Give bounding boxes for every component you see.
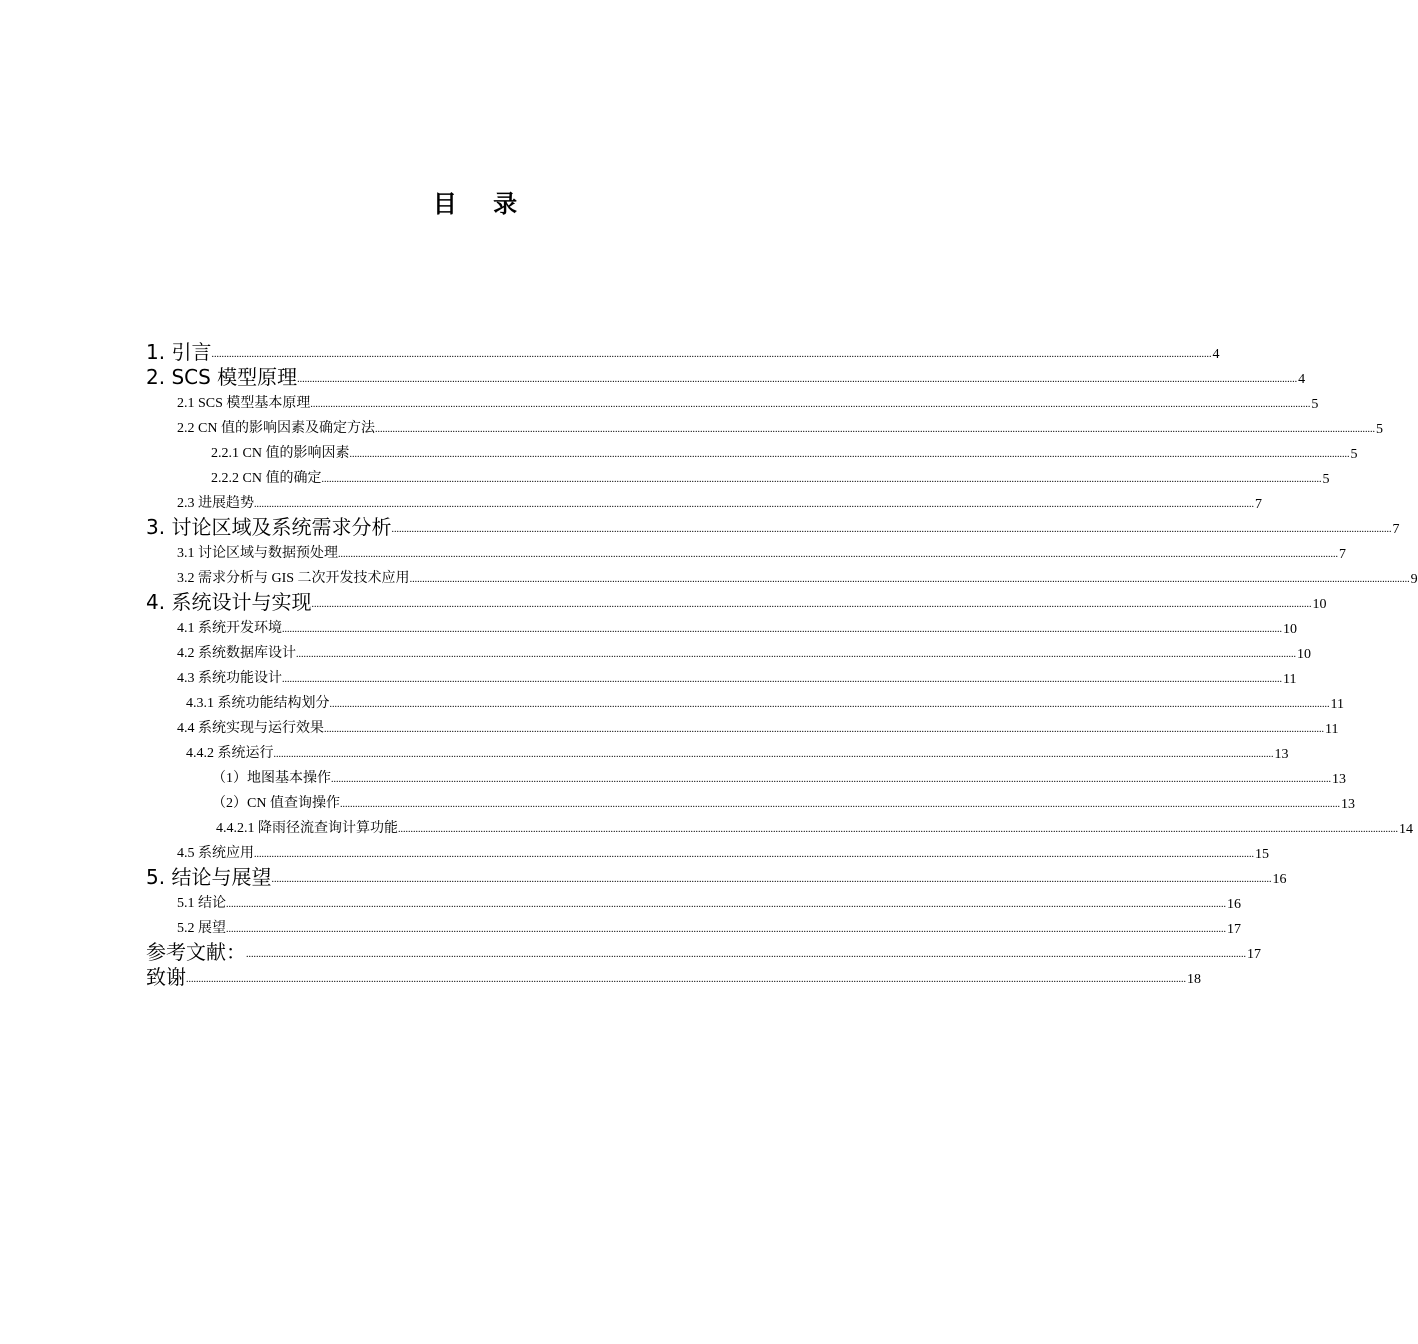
- toc-entry[interactable]: [146, 688, 1344, 713]
- toc-entry[interactable]: [146, 763, 1346, 788]
- toc-entry-label: 参考文献：: [146, 940, 246, 964]
- toc-leader-dots: ................................................................................................................................................................................................................................................................................................................................................................................................................: [254, 849, 1254, 860]
- toc-entry-page-number: 13: [1332, 772, 1346, 787]
- toc-entry-page-number: 7: [1255, 497, 1262, 512]
- toc-entry-page-number: 4: [1298, 372, 1306, 387]
- toc-leader-dots: ................................................................................................................................................................................................................................................................................................................................................................................................................: [226, 899, 1226, 910]
- toc-entry-label: 2.1 SCS 模型基本原理: [177, 396, 311, 411]
- toc-entry[interactable]: [146, 413, 1383, 438]
- toc-entry-page-number: 10: [1312, 597, 1327, 612]
- toc-entry-page-number: 5: [1375, 422, 1383, 437]
- toc-leader-dots: ................................................................................................................................................................................................................................................................................................................................................................................................................: [271, 874, 1272, 885]
- toc-entry-label: 4.5 系统应用: [177, 846, 254, 861]
- toc-entry-page-number: 5: [1311, 397, 1319, 412]
- toc-leader-dots: ................................................................................................................................................................................................................................................................................................................................................................................................................: [226, 924, 1226, 935]
- toc-entry-page-number: 13: [1340, 797, 1355, 812]
- toc-entry-label: 5.2 展望: [177, 921, 226, 936]
- toc-entry-label: 4.4.2.1 降雨径流查询计算功能: [216, 821, 398, 836]
- toc-leader-dots: ................................................................................................................................................................................................................................................................................................................................................................................................................: [324, 724, 1324, 735]
- toc-leader-dots: ................................................................................................................................................................................................................................................................................................................................................................................................................: [310, 399, 1311, 410]
- toc-entry[interactable]: [146, 913, 1241, 938]
- toc-entry[interactable]: [146, 713, 1339, 738]
- toc-entry-label: 2.3 进展趋势: [177, 496, 254, 511]
- toc-entry-label: 1. 引言: [146, 340, 212, 364]
- toc-entry-page-number: 16: [1272, 872, 1287, 887]
- toc-entry-page-number: 7: [1392, 522, 1400, 537]
- toc-leader-dots: ................................................................................................................................................................................................................................................................................................................................................................................................................: [349, 449, 1350, 460]
- toc-entry-page-number: 16: [1227, 897, 1241, 912]
- toc-entry-label: 4.4.2 系统运行: [186, 746, 274, 761]
- toc-entry-page-number: 11: [1283, 672, 1297, 687]
- toc-leader-dots: ................................................................................................................................................................................................................................................................................................................................................................................................................: [246, 949, 1246, 960]
- toc-entry-page-number: 17: [1247, 947, 1261, 962]
- toc-leader-dots: ................................................................................................................................................................................................................................................................................................................................................................................................................: [254, 499, 1254, 510]
- toc-leader-dots: ................................................................................................................................................................................................................................................................................................................................................................................................................: [297, 374, 1298, 385]
- toc-entry-label: 3.1 讨论区域与数据预处理: [177, 546, 338, 561]
- page-title: 目 录: [432, 190, 532, 218]
- toc-entry-label: 2. SCS 模型原理: [146, 365, 298, 389]
- toc-entry[interactable]: [146, 463, 1330, 488]
- toc-entry[interactable]: [146, 388, 1319, 413]
- toc-entry[interactable]: [146, 813, 1413, 838]
- toc-entry-label: 4.4 系统实现与运行效果: [177, 721, 324, 736]
- toc-entry-page-number: 11: [1330, 697, 1344, 712]
- toc-entry[interactable]: [146, 438, 1358, 463]
- toc-leader-dots: ................................................................................................................................................................................................................................................................................................................................................................................................................: [296, 649, 1296, 660]
- toc-leader-dots: ................................................................................................................................................................................................................................................................................................................................................................................................................: [321, 474, 1322, 485]
- toc-entry[interactable]: [146, 738, 1289, 763]
- toc-entry-page-number: 17: [1227, 922, 1241, 937]
- toc-entry-page-number: 5: [1322, 472, 1330, 487]
- toc-entry-label: 4.3.1 系统功能结构划分: [186, 696, 330, 711]
- toc-leader-dots: ................................................................................................................................................................................................................................................................................................................................................................................................................: [282, 624, 1282, 635]
- toc-entry-label: 2.2 CN 值的影响因素及确定方法: [177, 421, 375, 436]
- toc-entry-label: 3. 讨论区域及系统需求分析: [146, 515, 392, 539]
- toc-leader-dots: ................................................................................................................................................................................................................................................................................................................................................................................................................: [374, 424, 1375, 435]
- toc-entry-page-number: 9: [1410, 572, 1418, 587]
- toc-entry-label: 4.2 系统数据库设计: [177, 646, 296, 661]
- toc-leader-dots: ................................................................................................................................................................................................................................................................................................................................................................................................................: [331, 774, 1331, 785]
- toc-entry[interactable]: [146, 638, 1311, 663]
- toc-entry-label: 致谢: [146, 965, 186, 989]
- toc-entry-label: 2.2.1 CN 值的影响因素: [211, 446, 350, 461]
- toc-entry-label: 4.3 系统功能设计: [177, 671, 282, 686]
- toc-entry[interactable]: [146, 788, 1355, 813]
- toc-entry-page-number: 18: [1187, 972, 1201, 987]
- toc-entry-page-number: 7: [1339, 547, 1346, 562]
- toc-entry[interactable]: [146, 338, 1220, 364]
- toc-entry-page-number: 10: [1297, 647, 1311, 662]
- toc-entry-page-number: 4: [1212, 347, 1220, 362]
- toc-leader-dots: ................................................................................................................................................................................................................................................................................................................................................................................................................: [409, 574, 1410, 585]
- toc-entry[interactable]: [146, 963, 1201, 989]
- toc-entry[interactable]: [146, 588, 1327, 614]
- toc-entry-label: 4. 系统设计与实现: [146, 590, 312, 614]
- toc-entry-page-number: 11: [1325, 722, 1339, 737]
- toc-entry[interactable]: [146, 838, 1269, 863]
- toc-entry[interactable]: [146, 938, 1261, 964]
- toc-leader-dots: ................................................................................................................................................................................................................................................................................................................................................................................................................: [338, 549, 1338, 560]
- toc-entry-label: 3.2 需求分析与 GIS 二次开发技术应用: [177, 571, 410, 586]
- toc-entry-page-number: 10: [1283, 622, 1297, 637]
- table-of-contents: [146, 338, 1418, 989]
- toc-entry-page-number: 15: [1255, 847, 1269, 862]
- toc-entry-label: 2.2.2 CN 值的确定: [211, 471, 322, 486]
- toc-leader-dots: ................................................................................................................................................................................................................................................................................................................................................................................................................: [329, 699, 1330, 710]
- toc-entry[interactable]: [146, 663, 1297, 688]
- toc-leader-dots: ................................................................................................................................................................................................................................................................................................................................................................................................................: [273, 749, 1274, 760]
- toc-entry-label: （1）地图基本操作: [212, 771, 331, 786]
- toc-entry[interactable]: [146, 563, 1418, 588]
- toc-entry[interactable]: [146, 488, 1262, 513]
- toc-entry[interactable]: [146, 538, 1346, 563]
- toc-entry-label: 5.1 结论: [177, 896, 226, 911]
- toc-leader-dots: ................................................................................................................................................................................................................................................................................................................................................................................................................: [398, 824, 1398, 835]
- toc-entry[interactable]: [146, 613, 1297, 638]
- toc-leader-dots: ................................................................................................................................................................................................................................................................................................................................................................................................................: [282, 674, 1282, 685]
- toc-leader-dots: ................................................................................................................................................................................................................................................................................................................................................................................................................: [311, 599, 1312, 610]
- toc-entry-page-number: 13: [1274, 747, 1289, 762]
- toc-entry-page-number: 5: [1350, 447, 1358, 462]
- toc-entry-label: （2）CN 值查询操作: [212, 796, 340, 811]
- toc-entry[interactable]: [146, 363, 1306, 389]
- toc-entry-label: 4.1 系统开发环境: [177, 621, 282, 636]
- toc-entry-page-number: 14: [1399, 822, 1413, 837]
- toc-entry[interactable]: [146, 863, 1287, 889]
- toc-entry[interactable]: [146, 888, 1241, 913]
- toc-entry[interactable]: [146, 513, 1400, 539]
- toc-leader-dots: ................................................................................................................................................................................................................................................................................................................................................................................................................: [339, 799, 1340, 810]
- toc-leader-dots: ................................................................................................................................................................................................................................................................................................................................................................................................................: [211, 349, 1212, 360]
- toc-leader-dots: ................................................................................................................................................................................................................................................................................................................................................................................................................: [391, 524, 1392, 535]
- toc-leader-dots: ................................................................................................................................................................................................................................................................................................................................................................................................................: [186, 974, 1186, 985]
- toc-entry-label: 5. 结论与展望: [146, 865, 272, 889]
